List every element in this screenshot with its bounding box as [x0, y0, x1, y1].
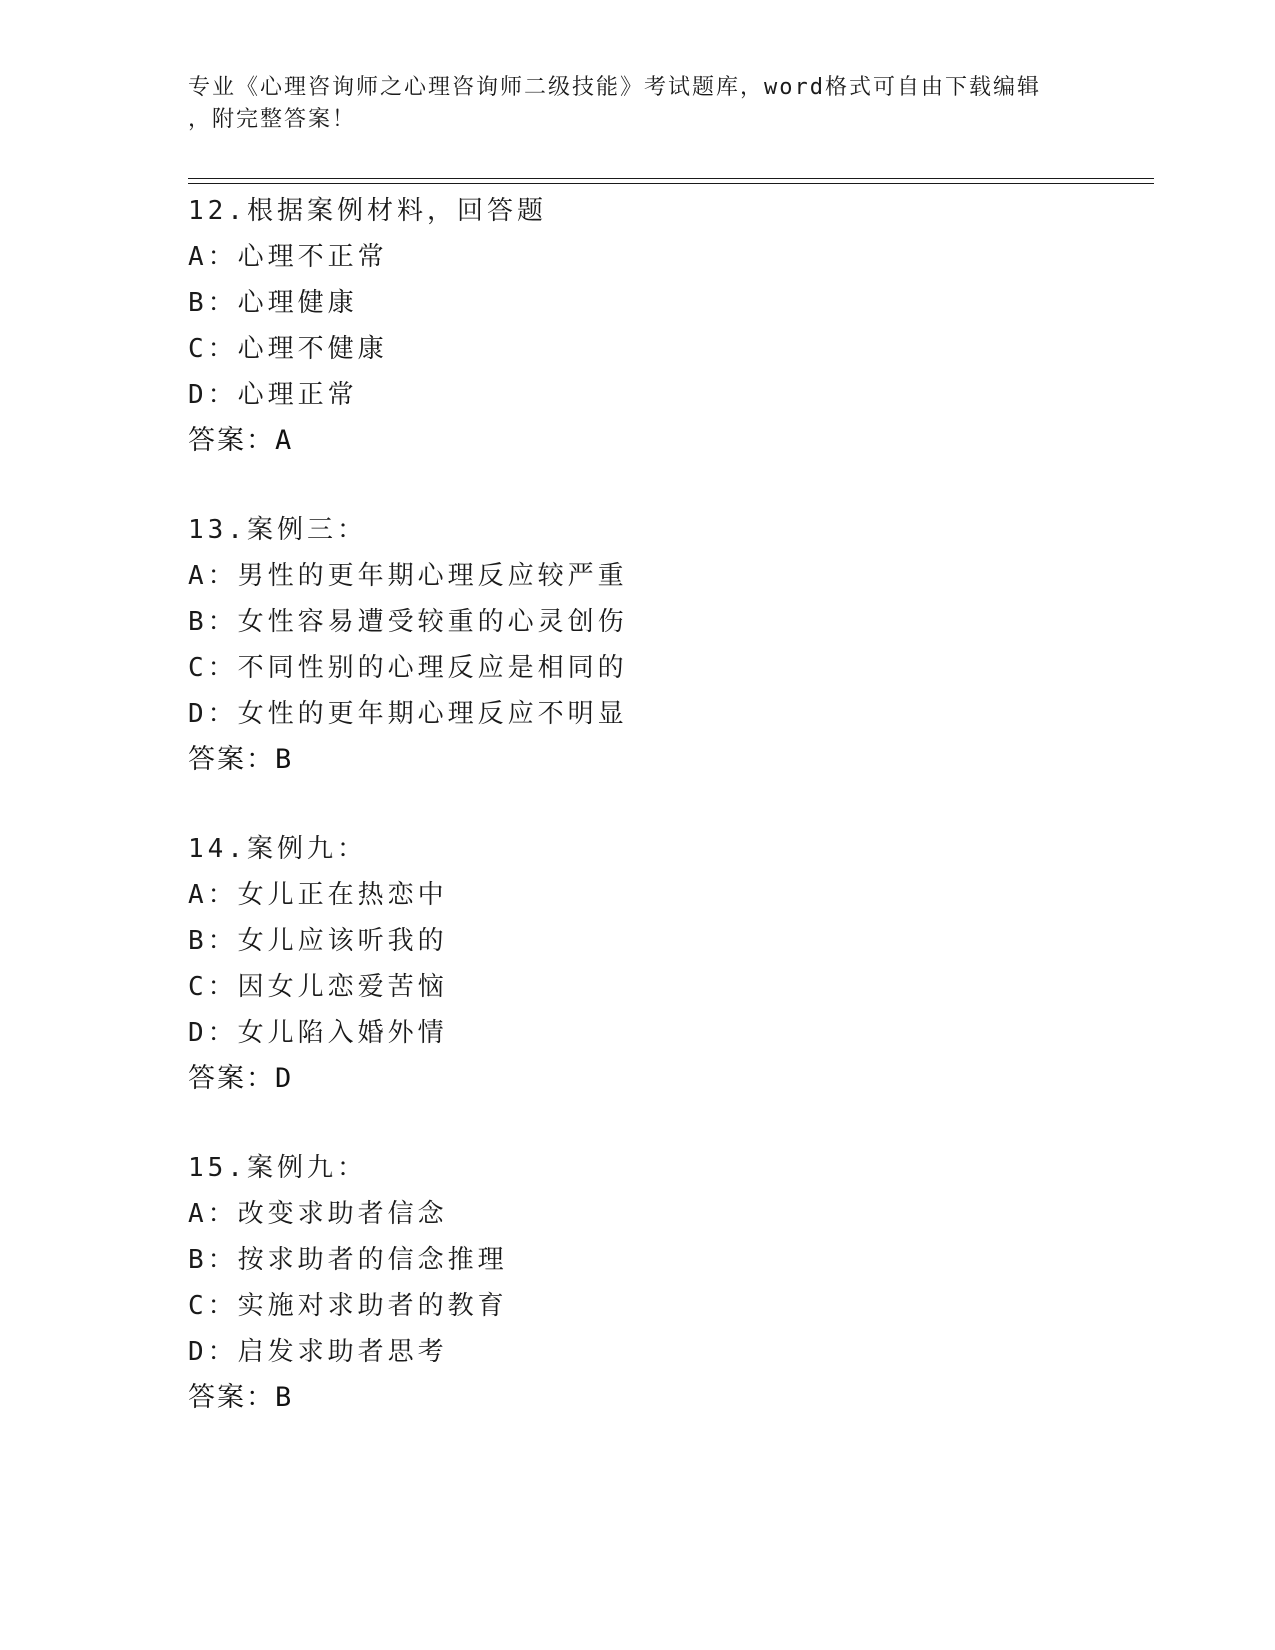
question-stem: 14.案例九：	[188, 834, 367, 864]
header-divider	[188, 178, 1154, 184]
option-c: C：因女儿恋爱苦恼	[188, 972, 448, 1002]
question-13	[188, 507, 1148, 783]
question-stem: 13.案例三：	[188, 515, 367, 545]
question-15	[188, 1145, 1148, 1421]
question-spacer	[188, 1102, 1148, 1145]
option-d: D：女性的更年期心理反应不明显	[188, 699, 628, 729]
option-b: B：女性容易遭受较重的心灵创伤	[188, 607, 628, 637]
option-a: A：男性的更年期心理反应较严重	[188, 561, 628, 591]
question-spacer	[188, 464, 1148, 507]
option-b: B：按求助者的信念推理	[188, 1245, 508, 1275]
header-line-2: ，附完整答案！	[188, 107, 357, 132]
question-spacer	[188, 783, 1148, 826]
answer-line: 答案：A	[188, 425, 294, 456]
option-c: C：实施对求助者的教育	[188, 1291, 508, 1321]
question-stem: 12.根据案例材料，回答题	[188, 196, 547, 226]
option-a: A：心理不正常	[188, 242, 388, 272]
question-14	[188, 826, 1148, 1102]
option-d: D：心理正常	[188, 380, 358, 410]
document-header	[188, 72, 1068, 136]
question-list	[188, 188, 1148, 1421]
answer-line: 答案：B	[188, 1382, 294, 1413]
option-b: B：心理健康	[188, 288, 358, 318]
option-c: C：心理不健康	[188, 334, 388, 364]
option-c: C：不同性别的心理反应是相同的	[188, 653, 628, 683]
option-d: D：女儿陷入婚外情	[188, 1018, 448, 1048]
option-d: D：启发求助者思考	[188, 1337, 448, 1367]
question-12	[188, 188, 1148, 464]
option-a: A：改变求助者信念	[188, 1199, 448, 1229]
option-b: B：女儿应该听我的	[188, 926, 448, 956]
answer-line: 答案：D	[188, 1063, 294, 1094]
answer-line: 答案：B	[188, 744, 294, 775]
question-stem: 15.案例九：	[188, 1153, 367, 1183]
option-a: A：女儿正在热恋中	[188, 880, 448, 910]
header-line-1: 专业《心理咨询师之心理咨询师二级技能》考试题库，word格式可自由下载编辑	[188, 75, 1041, 100]
